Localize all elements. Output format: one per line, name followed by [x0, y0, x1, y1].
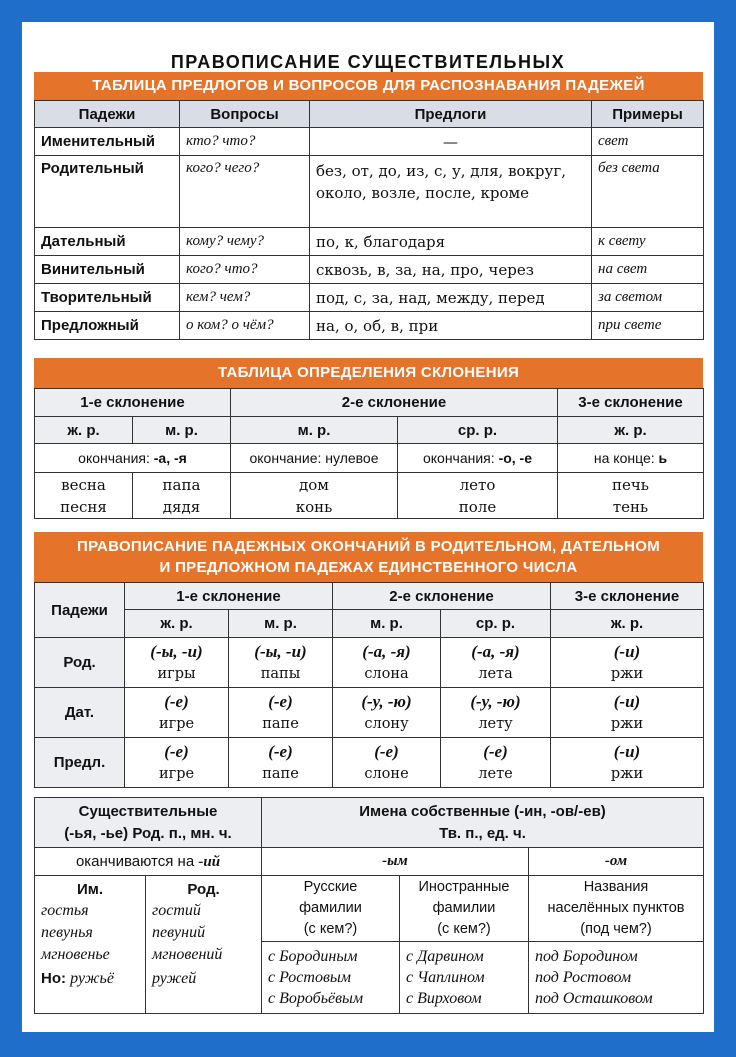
header-line: фамилии [299, 900, 362, 916]
table-row [35, 128, 704, 156]
header-line: (с кем?) [303, 921, 358, 937]
endings-row [35, 444, 704, 473]
ending-label: окончания: [78, 450, 150, 466]
example-word: слона [364, 665, 409, 682]
exception-line [41, 966, 139, 992]
russian-surnames-header [262, 876, 400, 942]
column-header: Им. [76, 881, 104, 898]
header-line: фамилии [432, 900, 496, 916]
example-word: игре [158, 765, 195, 782]
ending-decl2-n [398, 444, 558, 473]
table-row [35, 228, 704, 256]
foreign-surnames-header [400, 876, 529, 942]
example-word: папе [262, 715, 299, 732]
example-word: папе [262, 765, 299, 782]
ending-cell [551, 638, 704, 688]
case-label: Предл. [35, 738, 125, 788]
ending-decl2-m: окончание: нулевое [231, 444, 398, 473]
foreign-examples [400, 942, 529, 1014]
header-line: Русские [303, 879, 358, 895]
ending-value: (-ы, -и) [150, 641, 203, 661]
ending-value: (-е) [483, 741, 508, 761]
case-example: за светом [592, 284, 704, 312]
example-word: с Вирховом [406, 990, 482, 1007]
case-name: Именительный [35, 128, 180, 156]
gender-label: ж. р. [558, 417, 704, 444]
example-word: лето [459, 475, 496, 494]
header-line: Тв. п., ед. ч. [439, 824, 526, 842]
example-word: ржи [610, 665, 644, 682]
case-question: кого? что? [180, 256, 310, 284]
ending-cell [125, 738, 229, 788]
case-question: кого? чего? [180, 156, 310, 228]
example-word: ржи [610, 715, 644, 732]
example-word: песня [60, 497, 107, 516]
example-word: с Чаплином [406, 969, 485, 986]
ending-value: (-и) [613, 641, 641, 661]
ending-cell [333, 638, 441, 688]
poster-sheet [22, 22, 714, 1032]
case-name: Дательный [35, 228, 180, 256]
example-word: ржи [610, 765, 644, 782]
header-line: (под чем?) [580, 921, 652, 937]
ending-value: (-у, -ю) [361, 691, 412, 711]
declension-3-header: 3-е склонение [558, 389, 704, 417]
gender-label: м. р. [231, 417, 398, 444]
ending-cell [229, 688, 333, 738]
example-word: под Осташковом [535, 990, 653, 1007]
endings-table [34, 582, 704, 788]
header-line: (с кем?) [437, 921, 491, 937]
example-word: поле [458, 497, 497, 516]
proper-names-header [262, 798, 704, 848]
endings-row [35, 848, 704, 876]
ending-value: (-ы, -и) [254, 641, 307, 661]
table1-banner: ТАБЛИЦА ПРЕДЛОГОВ И ВОПРОСОВ ДЛЯ РАСПОЗНАВАНИЯ ПАДЕЖЕЙ [34, 72, 703, 100]
example-word: ружей [152, 970, 197, 987]
case-label: Дат. [35, 688, 125, 738]
case-name: Творительный [35, 284, 180, 312]
example-word: под Бородином [535, 948, 638, 965]
case-prepositions: на, о, об, в, при [310, 312, 592, 340]
ending-value: (-е) [268, 741, 293, 761]
examples-row [35, 473, 704, 519]
case-name: Винительный [35, 256, 180, 284]
nouns-header [35, 798, 262, 848]
declension-2-header: 2-е склонение [231, 389, 558, 417]
gender-label: ж. р. [551, 610, 704, 638]
banner-line: И ПРЕДЛОЖНОМ ПАДЕЖАХ ЕДИНСТВЕННОГО ЧИСЛА [159, 559, 578, 576]
example-word: печь [612, 475, 649, 494]
gender-label: м. р. [333, 610, 441, 638]
case-prepositions: сквозь, в, за, на, про, через [310, 256, 592, 284]
ending-cell [229, 738, 333, 788]
table-row [35, 688, 704, 738]
declension-2-header: 2-е склонение [333, 583, 551, 610]
case-label: Род. [35, 638, 125, 688]
example-word: мгновенье [41, 946, 110, 963]
example-word: ружьё [70, 970, 114, 987]
proper-names-table [34, 797, 704, 1014]
ending-cell [441, 738, 551, 788]
cases-header: Падежи [35, 583, 125, 638]
ending-value: (-а, -я) [471, 641, 520, 661]
ending-value: (-е) [268, 691, 293, 711]
ending-value: (-е) [164, 741, 189, 761]
example-cell [231, 473, 398, 519]
declension-1-header: 1-е склонение [125, 583, 333, 610]
russian-examples [262, 942, 400, 1014]
example-word: с Ростовым [268, 969, 351, 986]
declension-header-row [35, 389, 704, 417]
header-examples: Примеры [592, 101, 704, 128]
declension-table [34, 388, 704, 519]
case-example: к свету [592, 228, 704, 256]
example-word: певуний [152, 924, 206, 941]
example-word: конь [295, 497, 333, 516]
ending-cell [441, 688, 551, 738]
case-prepositions: по, к, благодаря [310, 228, 592, 256]
example-word: с Дарвином [406, 948, 484, 965]
ending-cell [333, 738, 441, 788]
case-prepositions: без, от, до, из, с, у, для, вокруг, около, возле, после, кроме [310, 156, 592, 228]
header-prepositions: Предлоги [310, 101, 592, 128]
example-word: гостий [152, 902, 201, 919]
ending-label: окончания: [422, 450, 495, 466]
header-line: населённых пунктов [547, 900, 685, 916]
case-prepositions: под, с, за, над, между, перед [310, 284, 592, 312]
ending-ym: -ым [262, 848, 529, 876]
banner-line: ПРАВОПИСАНИЕ ПАДЕЖНЫХ ОКОНЧАНИЙ В РОДИТЕЛЬНОМ, ДАТЕЛЬНОМ [76, 538, 661, 555]
prepositions-table [34, 100, 704, 340]
ending-value: -а, -я [153, 450, 187, 466]
case-name: Родительный [35, 156, 180, 228]
nominative-column [35, 876, 146, 1014]
gender-row [35, 417, 704, 444]
example-cell [35, 473, 133, 519]
ending-value: (-е) [374, 741, 399, 761]
ending-value: (-у, -ю) [470, 691, 521, 711]
column-header: Род. [187, 881, 220, 898]
example-word: папа [162, 475, 201, 494]
genitive-column [146, 876, 262, 1014]
case-question: кто? что? [180, 128, 310, 156]
case-example: свет [592, 128, 704, 156]
example-word: лета [478, 665, 513, 682]
table3-banner [34, 532, 703, 582]
gender-label: ср. р. [398, 417, 558, 444]
example-word: игре [158, 715, 195, 732]
ending-label: оканчиваются на [75, 852, 195, 870]
ending-om: -ом [529, 848, 704, 876]
ending-value: (-а, -я) [362, 641, 411, 661]
case-question: о ком? о чём? [180, 312, 310, 340]
declension-1-header: 1-е склонение [35, 389, 231, 417]
example-word: под Ростовом [535, 969, 632, 986]
exception-label: Но: [41, 970, 66, 987]
gender-label: ср. р. [441, 610, 551, 638]
ending-decl3 [558, 444, 704, 473]
header-cases: Падежи [35, 101, 180, 128]
ending-cell [441, 638, 551, 688]
example-word: певунья [41, 924, 93, 941]
table-row [35, 156, 704, 228]
header-line: (-ья, -ье) Род. п., мн. ч. [64, 824, 232, 842]
example-word: дом [299, 475, 329, 494]
header-line: Существительные [78, 802, 218, 820]
place-names-header [529, 876, 704, 942]
ending-cell [125, 638, 229, 688]
ending-value: -о, -е [498, 450, 533, 466]
example-cell [133, 473, 231, 519]
page-title: ПРАВОПИСАНИЕ СУЩЕСТВИТЕЛЬНЫХ [170, 52, 566, 72]
example-word: мгновений [152, 946, 223, 963]
case-question: кому? чему? [180, 228, 310, 256]
case-example: при свете [592, 312, 704, 340]
gender-label: м. р. [133, 417, 231, 444]
case-name: Предложный [35, 312, 180, 340]
table-row [35, 738, 704, 788]
example-word: слоне [364, 765, 409, 782]
example-word: лете [478, 765, 513, 782]
ending-ij [35, 848, 262, 876]
section-header-row [35, 798, 704, 848]
table-row [35, 284, 704, 312]
ending-value: (-е) [164, 691, 189, 711]
ending-value: (-и) [613, 741, 641, 761]
header-line: Имена собственные (-ин, -ов/-ев) [359, 802, 606, 820]
example-word: слону [364, 715, 409, 732]
case-prepositions: — [310, 128, 592, 156]
case-example: на свет [592, 256, 704, 284]
gender-row [35, 610, 704, 638]
table-row [35, 312, 704, 340]
example-word: лету [478, 715, 513, 732]
table2-banner: ТАБЛИЦА ОПРЕДЕЛЕНИЯ СКЛОНЕНИЯ [34, 358, 703, 388]
table-header-row [35, 101, 704, 128]
case-question: кем? чем? [180, 284, 310, 312]
ending-cell [551, 738, 704, 788]
ending-cell [229, 638, 333, 688]
header-line: Названия [583, 879, 649, 895]
example-word: тень [612, 497, 649, 516]
ending-cell [333, 688, 441, 738]
header-line: Иностранные [418, 879, 510, 895]
ending-cell [551, 688, 704, 738]
gender-label: ж. р. [125, 610, 229, 638]
ending-decl1 [35, 444, 231, 473]
place-examples [529, 942, 704, 1014]
subheader-row [35, 876, 704, 942]
case-example: без света [592, 156, 704, 228]
example-cell [398, 473, 558, 519]
example-word: гостья [41, 902, 89, 919]
example-word: папы [260, 665, 301, 682]
example-word: дядя [162, 497, 201, 516]
table-row [35, 256, 704, 284]
declension-header-row [35, 583, 704, 610]
gender-label: м. р. [229, 610, 333, 638]
ending-value: ь [658, 450, 668, 466]
example-cell [558, 473, 704, 519]
declension-3-header: 3-е склонение [551, 583, 704, 610]
gender-label: ж. р. [35, 417, 133, 444]
example-word: игры [157, 665, 196, 682]
example-word: весна [61, 475, 106, 494]
ending-value: -ий [198, 853, 221, 870]
header-questions: Вопросы [180, 101, 310, 128]
example-word: с Воробьёвым [268, 990, 364, 1007]
ending-value: (-и) [613, 691, 641, 711]
ending-cell [125, 688, 229, 738]
ending-label: на конце: [593, 450, 655, 466]
table-row [35, 638, 704, 688]
example-word: с Бородиным [268, 948, 358, 965]
